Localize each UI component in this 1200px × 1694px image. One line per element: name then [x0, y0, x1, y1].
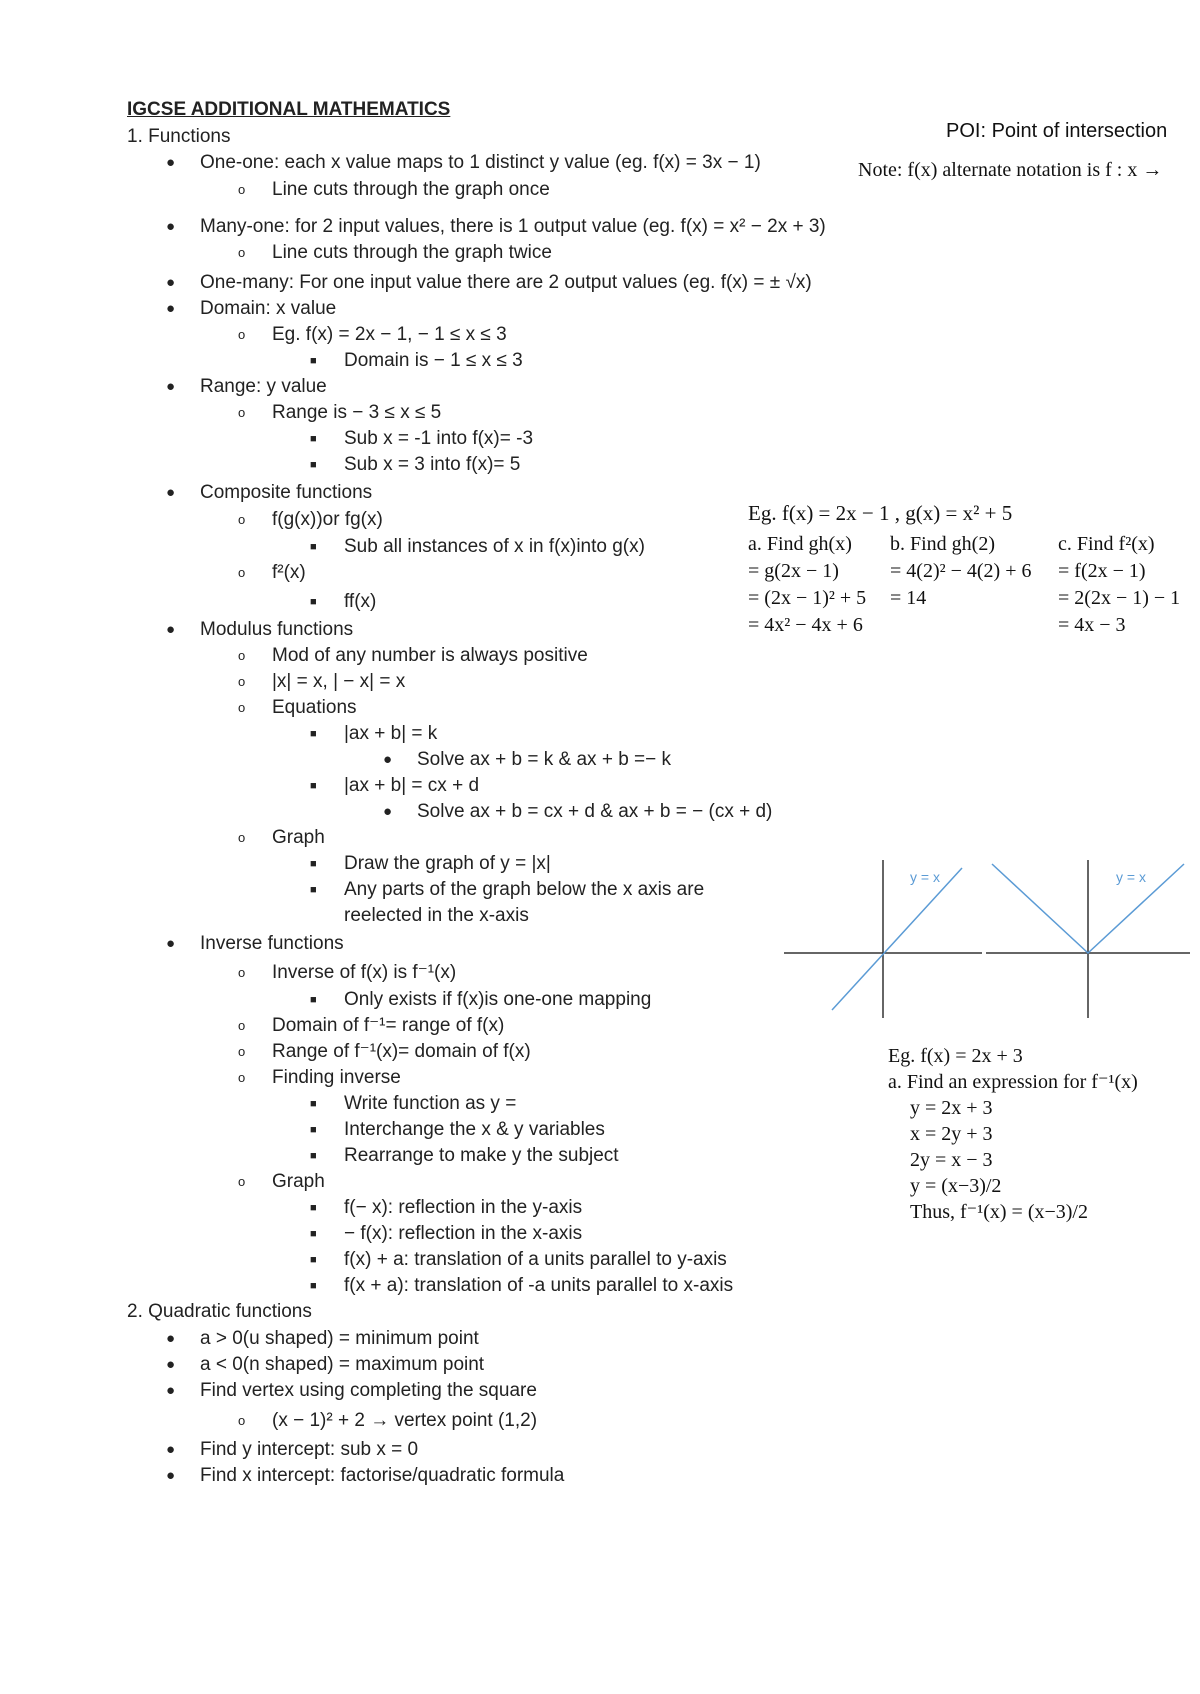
outline-line	[166, 1464, 565, 1488]
outline-line	[166, 1353, 485, 1377]
outline-text: Finding inverse	[272, 1067, 401, 1088]
bullet-marker: ■	[310, 994, 317, 1006]
bullet-marker: o	[238, 1174, 246, 1189]
document-title: IGCSE ADDITIONAL MATHEMATICS	[127, 99, 451, 120]
outline-text: Domain: x value	[200, 298, 337, 319]
outline-line	[238, 241, 552, 265]
outline-text: Rearrange to make y the subject	[344, 1145, 619, 1166]
outline-text: reelected in the x-axis	[344, 905, 529, 926]
bullet-marker: o	[238, 674, 246, 689]
outline-text: f(g(x))or fg(x)	[272, 509, 383, 530]
outline-line	[127, 1300, 312, 1324]
bullet-marker: ■	[310, 884, 317, 896]
outline-text: Sub all instances of x in f(x)into g(x)	[344, 536, 645, 557]
outline-line	[310, 722, 438, 746]
bullet-marker: ■	[310, 1254, 317, 1266]
outline-text: Range: y value	[200, 376, 327, 397]
bullet-marker: ●	[166, 274, 176, 291]
bullet-marker: ■	[310, 596, 317, 608]
outline-text: f²(x)	[272, 562, 306, 583]
outline-text: Only exists if f(x)is one-one mapping	[344, 989, 652, 1010]
outline-line	[238, 826, 325, 850]
bullet-marker: ■	[310, 355, 317, 367]
outline-text: Any parts of the graph below the x axis are	[344, 879, 705, 900]
poi-note: POI: Point of intersection	[946, 120, 1168, 142]
bullet-marker: ●	[166, 1467, 176, 1484]
outline-text: Inverse functions	[200, 933, 344, 954]
outline-line	[310, 453, 521, 477]
outline-text: Draw the graph of y = |x|	[344, 853, 551, 874]
graph-y-equals-abs-x	[986, 860, 1190, 1018]
outline-text: Graph	[272, 827, 325, 848]
bullet-marker: ■	[310, 858, 317, 870]
outline-line	[166, 271, 812, 295]
outline-text: Inverse of f(x) is f⁻¹(x)	[272, 962, 457, 983]
outline-line	[238, 561, 306, 585]
outline-line	[166, 215, 826, 239]
graph-y-equals-x	[784, 860, 982, 1018]
outline-text: Composite functions	[200, 482, 373, 503]
outline-text: Mod of any number is always positive	[272, 645, 588, 666]
bullet-marker: o	[238, 565, 246, 580]
outline-text: One-many: For one input value there are 2 output values (eg. f(x) = ± √x)	[200, 272, 812, 293]
left-graph-line	[832, 868, 962, 1010]
bullet-marker: ●	[166, 154, 176, 171]
outline-line	[238, 696, 357, 720]
composite-example-heading: Eg. f(x) = 2x − 1 , g(x) = x² + 5	[748, 501, 1013, 525]
composite-example-line: = 4(2)² − 4(2) + 6	[890, 560, 1032, 582]
outline-line	[238, 961, 457, 985]
outline-text: f(x + a): translation of -a units parallel to x-axis	[344, 1275, 734, 1296]
outline-line	[166, 1379, 537, 1403]
bullet-marker: ●	[166, 1330, 176, 1347]
composite-example-line: a. Find gh(x)	[748, 533, 852, 555]
bullet-marker: ●	[166, 378, 176, 395]
bullet-marker: ■	[310, 1280, 317, 1292]
bullet-marker: o	[238, 1070, 246, 1085]
bullet-marker: ■	[310, 1098, 317, 1110]
outline-line	[344, 904, 529, 928]
bullet-marker: ●	[166, 300, 176, 317]
bullet-marker: ●	[166, 1441, 176, 1458]
outline-text: Solve ax + b = k & ax + b =− k	[417, 749, 672, 770]
outline-line	[166, 151, 761, 175]
bullet-marker: ■	[310, 433, 317, 445]
outline-line	[310, 852, 551, 876]
outline-line	[383, 800, 773, 824]
outline-text: Find x intercept: factorise/quadratic formula	[200, 1465, 565, 1486]
outline-line	[238, 508, 383, 532]
outline-line	[383, 748, 672, 772]
outline-text: Modulus functions	[200, 619, 354, 640]
outline-text: |ax + b| = cx + d	[344, 775, 480, 796]
outline-line	[310, 1144, 619, 1168]
outline-line	[310, 590, 377, 614]
outline-line	[238, 401, 442, 425]
bullet-marker: o	[238, 245, 246, 260]
composite-example-line: c. Find f²(x)	[1058, 533, 1155, 555]
outline-line	[310, 1118, 605, 1142]
bullet-marker: ■	[310, 1228, 317, 1240]
outline-text: Domain of f⁻¹= range of f(x)	[272, 1015, 505, 1036]
outline-text: 1. Functions	[127, 126, 231, 147]
outline-text: ff(x)	[344, 591, 377, 612]
inverse-example-line: a. Find an expression for f⁻¹(x)	[888, 1071, 1138, 1093]
bullet-marker: o	[238, 182, 246, 197]
bullet-marker: ●	[166, 1382, 176, 1399]
composite-example-line: = (2x − 1)² + 5	[748, 587, 867, 609]
outline-line	[127, 125, 231, 149]
composite-example-line: b. Find gh(2)	[890, 533, 995, 555]
outline-text: Graph	[272, 1171, 325, 1192]
composite-example-line: = 4x² − 4x + 6	[748, 614, 863, 636]
bullet-marker: ●	[166, 218, 176, 235]
bullet-marker: ●	[166, 484, 176, 501]
inverse-example-line: Eg. f(x) = 2x + 3	[888, 1045, 1023, 1067]
bullet-marker: o	[238, 965, 246, 980]
outline-line	[310, 1196, 583, 1220]
bullet-marker: ■	[310, 541, 317, 553]
outline-text: Range of f⁻¹(x)= domain of f(x)	[272, 1041, 531, 1062]
outline-text: Equations	[272, 697, 357, 718]
outline-text: |ax + b| = k	[344, 723, 438, 744]
outline-text: 2. Quadratic functions	[127, 1301, 312, 1322]
outline-text: Sub x = 3 into f(x)= 5	[344, 454, 521, 475]
bullet-marker: ■	[310, 459, 317, 471]
outline-line	[310, 878, 705, 902]
outline-text: f(x) + a: translation of a units parallel to y-axis	[344, 1249, 727, 1270]
outline-line	[238, 1066, 401, 1090]
inverse-example-line: y = (x−3)/2	[910, 1175, 1002, 1197]
outline-text: |x| = x, | − x| = x	[272, 671, 406, 692]
bullet-marker: ●	[383, 803, 393, 820]
outline-text: a < 0(n shaped) = maximum point	[200, 1354, 485, 1375]
outline-line	[310, 1274, 734, 1298]
outline-text: Range is − 3 ≤ x ≤ 5	[272, 402, 442, 423]
bullet-marker: o	[238, 1018, 246, 1033]
outline-line	[310, 1092, 517, 1116]
outline-text: Sub x = -1 into f(x)= -3	[344, 428, 534, 449]
bullet-marker: ●	[166, 621, 176, 638]
outline-line	[238, 644, 588, 668]
bullet-marker: ●	[383, 751, 393, 768]
composite-example-line: = 4x − 3	[1058, 614, 1126, 636]
inverse-example-line: Thus, f⁻¹(x) = (x−3)/2	[910, 1201, 1088, 1223]
bullet-marker: ■	[310, 1150, 317, 1162]
composite-example-line: = 2(2x − 1) − 1	[1058, 587, 1181, 609]
outline-line	[238, 1040, 531, 1064]
bullet-marker: ●	[166, 935, 176, 952]
outline-line	[166, 618, 354, 642]
outline-line	[166, 481, 373, 505]
outline-text: − f(x): reflection in the x-axis	[344, 1223, 583, 1244]
outline-line	[166, 297, 337, 321]
composite-example-line: = g(2x − 1)	[748, 560, 839, 582]
outline-line	[238, 670, 406, 694]
outline-text: Many-one: for 2 input values, there is 1 output value (eg. f(x) = x² − 2x + 3)	[200, 216, 826, 237]
outline-line	[238, 323, 507, 347]
composite-example-line: = f(2x − 1)	[1058, 560, 1146, 582]
composite-example-line: = 14	[890, 587, 927, 609]
outline-text: Domain is − 1 ≤ x ≤ 3	[344, 350, 523, 371]
bullet-marker: ■	[310, 728, 317, 740]
left-graph-label: y = x	[910, 869, 940, 885]
outline-line	[238, 178, 550, 202]
outline-text: Find vertex using completing the square	[200, 1380, 537, 1401]
bullet-marker: o	[238, 830, 246, 845]
outline-text: One-one: each x value maps to 1 distinct y value (eg. f(x) = 3x − 1)	[200, 152, 761, 173]
outline-line	[166, 1327, 479, 1351]
outline-line	[166, 932, 344, 956]
bullet-marker: ■	[310, 1202, 317, 1214]
inverse-example-line: y = 2x + 3	[910, 1097, 993, 1119]
bullet-marker: o	[238, 1044, 246, 1059]
bullet-marker: o	[238, 700, 246, 715]
modulus-graphs	[780, 858, 1200, 1028]
bullet-marker: o	[238, 327, 246, 342]
outline-line	[310, 535, 645, 559]
bullet-marker: o	[238, 1413, 246, 1428]
right-graph-label: y = x	[1116, 869, 1146, 885]
inverse-example-line: x = 2y + 3	[910, 1123, 993, 1145]
outline-line	[310, 988, 652, 1012]
outline-text: Write function as y =	[344, 1093, 517, 1114]
outline-line	[310, 1248, 727, 1272]
outline-text: Find y intercept: sub x = 0	[200, 1439, 419, 1460]
outline-text: Eg. f(x) = 2x − 1, − 1 ≤ x ≤ 3	[272, 324, 507, 345]
bullet-marker: ■	[310, 780, 317, 792]
outline-text: Solve ax + b = cx + d & ax + b = − (cx + d)	[417, 801, 773, 822]
outline-line	[238, 1170, 325, 1194]
bullet-marker: o	[238, 648, 246, 663]
outline-line	[310, 427, 534, 451]
outline-text: a > 0(u shaped) = minimum point	[200, 1328, 479, 1349]
outline-line	[238, 1014, 505, 1038]
outline-line	[310, 774, 480, 798]
outline-text: Line cuts through the graph once	[272, 179, 550, 200]
notation-note: Note: f(x) alternate notation is f : x →	[858, 159, 1163, 181]
outline-text: (x − 1)² + 2 → vertex point (1,2)	[272, 1410, 538, 1431]
bullet-marker: o	[238, 512, 246, 527]
bullet-marker: ■	[310, 1124, 317, 1136]
outline-text: Interchange the x & y variables	[344, 1119, 605, 1140]
outline-line	[310, 1222, 583, 1246]
outline-text: f(− x): reflection in the y-axis	[344, 1197, 583, 1218]
bullet-marker: o	[238, 405, 246, 420]
outline-line	[310, 349, 523, 373]
outline-line	[166, 375, 327, 399]
inverse-example-line: 2y = x − 3	[910, 1149, 993, 1171]
outline-text: Line cuts through the graph twice	[272, 242, 552, 263]
outline-line	[238, 1409, 538, 1433]
bullet-marker: ●	[166, 1356, 176, 1373]
outline-line	[166, 1438, 419, 1462]
